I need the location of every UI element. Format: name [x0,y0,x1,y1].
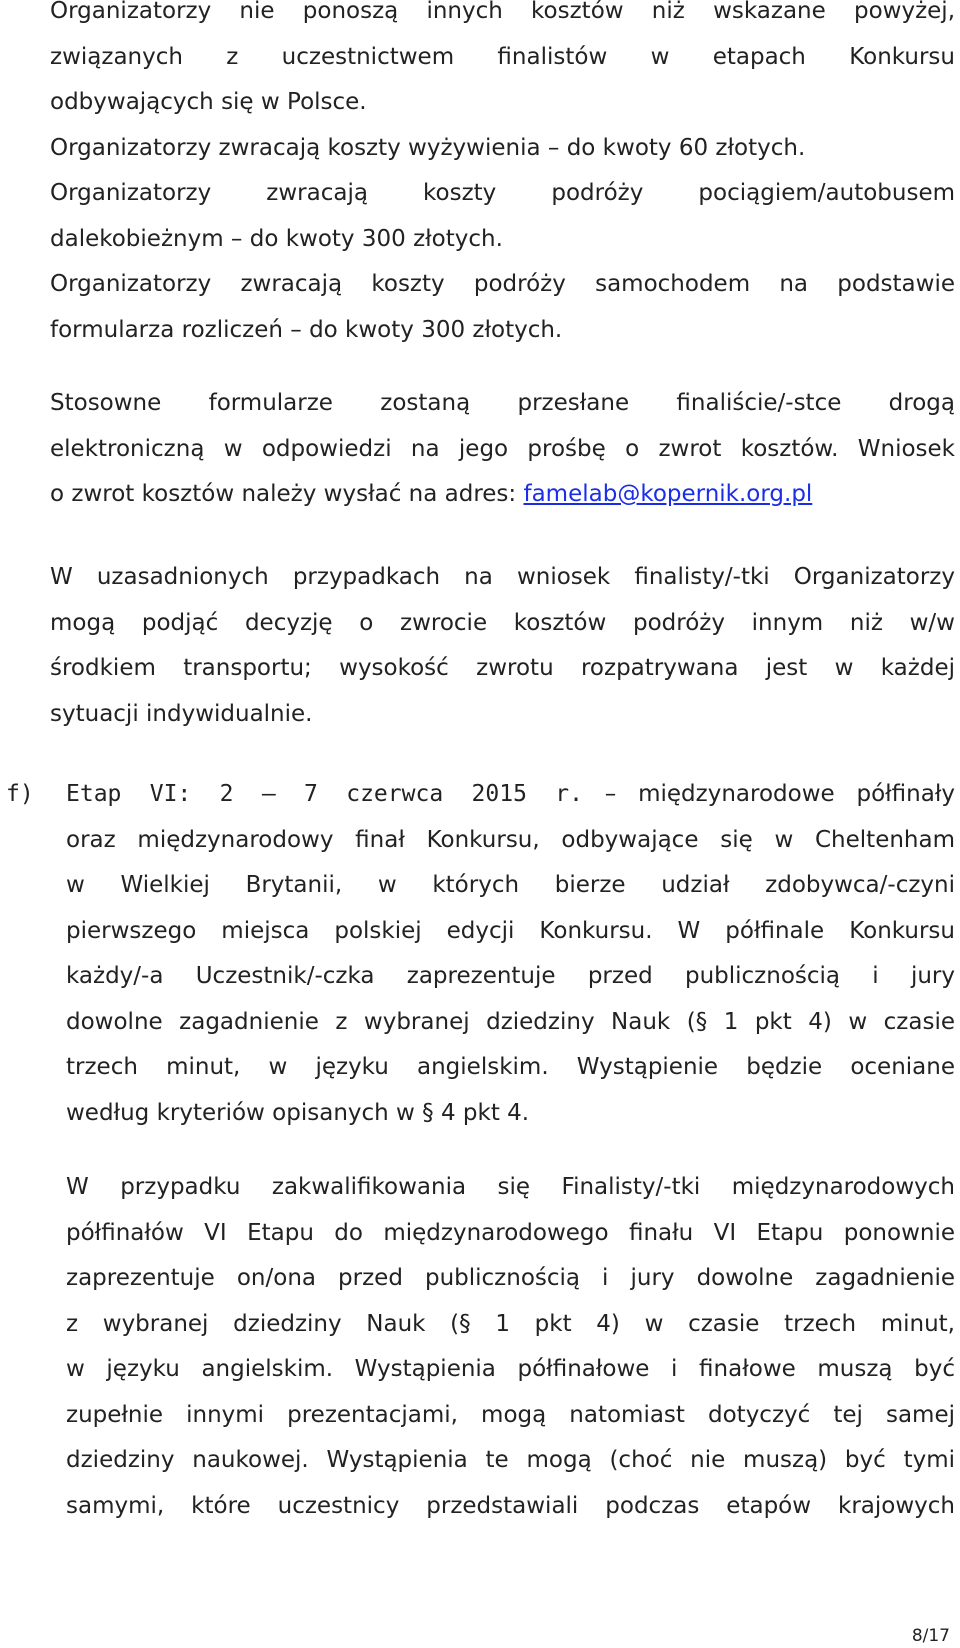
text-line: trzech minut, w języku angielskim. Wystąpienie będzie oceniane [66,1054,955,1080]
text-line: Organizatorzy nie ponoszą innych kosztów niż wskazane powyżej, [50,0,955,24]
email-link[interactable]: famelab@kopernik.org.pl [523,481,813,507]
text-line: dziedziny naukowej. Wystąpienia te mogą (choć nie muszą) być tymi [66,1447,955,1473]
text-line: Organizatorzy zwracają koszty podróży samochodem na podstawie [50,271,955,297]
text-line: według kryteriów opisanych w § 4 pkt 4. [66,1099,530,1126]
paragraph-exceptions [50,555,955,737]
text-line: mogą podjąć decyzję o zwrocie kosztów podróży innym niż w/w [50,609,955,636]
text-line: Organizatorzy zwracają koszty wyżywienia – do kwoty 60 złotych. [50,134,806,161]
text-line [50,472,955,518]
paragraph-costs-intro [50,0,955,353]
stage-title: – międzynarodowe półfinały [582,781,955,807]
page-number: 8/17 [911,1626,950,1646]
text-line: dowolne zagadnienie z wybranej dziedziny Nauk (§ 1 pkt 4) w czasie [66,1008,955,1035]
text-line: w Wielkiej Brytanii, w których bierze udział zdobywca/-czyni [66,872,955,898]
list-marker-f: f) [6,781,34,807]
text-line: formularza rozliczeń – do kwoty 300 złotych. [50,316,563,343]
text-line: Organizatorzy zwracają koszty podróży pociągiem/autobusem [50,180,955,206]
text-line: oraz międzynarodowy finał Konkursu, odbywające się w Cheltenham [66,826,955,853]
text-line: pierwszego miejsca polskiej edycji Konkursu. W półfinale Konkursu [66,917,955,944]
text-line: z wybranej dziedziny Nauk (§ 1 pkt 4) w czasie trzech minut, [66,1310,955,1337]
text-line: środkiem transportu; wysokość zwrotu rozpatrywana jest w każdej [50,655,955,681]
text-line: związanych z uczestnictwem finalistów w etapach Konkursu [50,43,955,70]
text-line: dalekobieżnym – do kwoty 300 złotych. [50,225,503,252]
text-line: odbywających się w Polsce. [50,89,367,115]
list-item-f [66,772,955,1136]
text-line: zaprezentuje on/ona przed publicznością i jury dowolne zagadnienie [66,1265,955,1291]
text-line: sytuacji indywidualnie. [50,700,313,727]
text-line: W uzasadnionych przypadkach na wniosek finalisty/-tki Organizatorzy [50,564,955,590]
text-line: w języku angielskim. Wystąpienia półfinałowe i finałowe muszą być [66,1356,955,1382]
text-line: elektroniczną w odpowiedzi na jego prośbę o zwrot kosztów. Wniosek [50,435,955,462]
text-line [66,772,955,818]
email-prefix: o zwrot kosztów należy wysłać na adres: [50,481,524,507]
paragraph-forms [50,381,955,518]
text-line: W przypadku zakwalifikowania się Finalisty/-tki międzynarodowych [66,1174,955,1200]
text-line: Stosowne formularze zostaną przesłane finaliście/-stce drogą [50,390,955,416]
text-line: półfinałów VI Etapu do międzynarodowego finału VI Etapu ponownie [66,1219,955,1246]
stage-dates: Etap VI: 2 – 7 czerwca 2015 r. [66,781,583,807]
text-line: samymi, które uczestnicy przedstawiali podczas etapów krajowych [66,1492,955,1519]
paragraph-final [66,1165,955,1529]
text-line: każdy/-a Uczestnik/-czka zaprezentuje przed publicznością i jury [66,963,955,989]
text-line: zupełnie innymi prezentacjami, mogą natomiast dotyczyć tej samej [66,1401,955,1428]
